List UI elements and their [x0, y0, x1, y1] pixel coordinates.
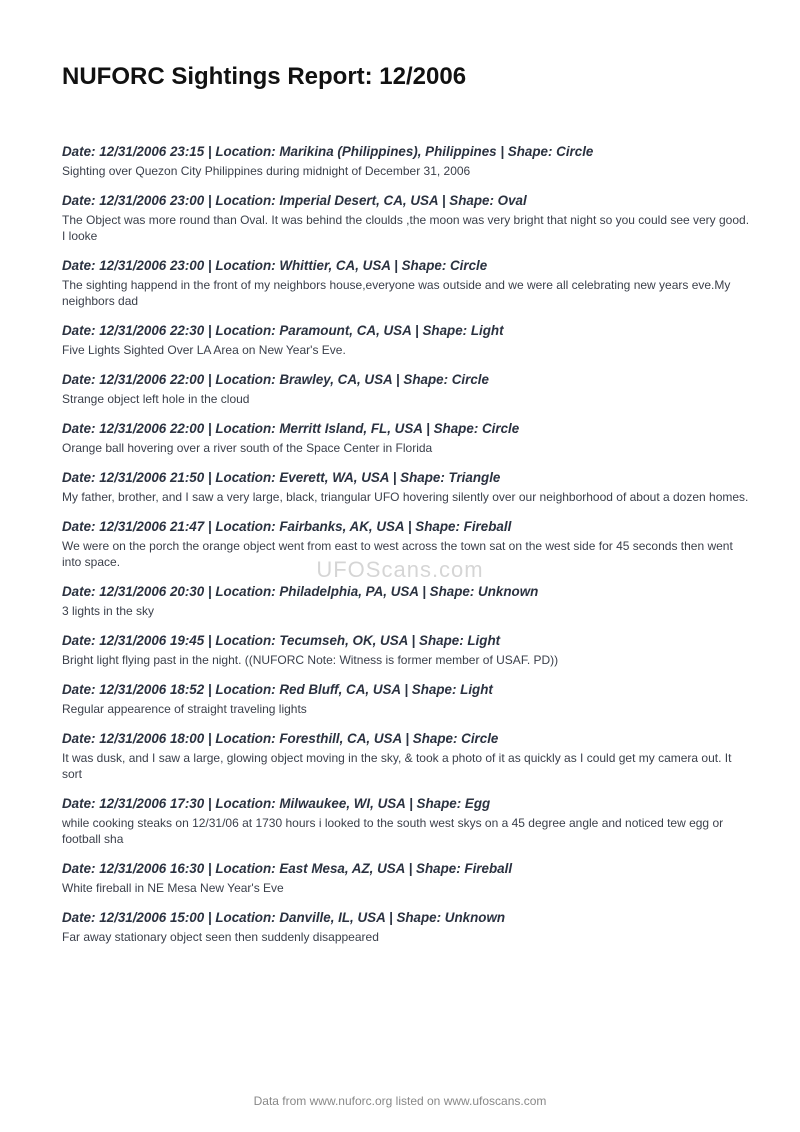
sighting-header: Date: 12/31/2006 22:00 | Location: Merritt Island, FL, USA | Shape: Circle	[62, 421, 520, 436]
sighting-description: Far away stationary object seen then suddenly disappeared	[62, 930, 379, 944]
sighting-entry	[62, 322, 752, 358]
sighting-header: Date: 12/31/2006 23:00 | Location: Whittier, CA, USA | Shape: Circle	[62, 258, 488, 273]
sighting-entry	[62, 583, 752, 619]
page-title: NUFORC Sightings Report: 12/2006	[62, 63, 467, 90]
sighting-entry	[62, 730, 752, 782]
sighting-description: while cooking steaks on 12/31/06 at 1730 hours i looked to the south west skys on a 45 degree angle and noticed tew egg or football sha	[62, 816, 724, 846]
sighting-description: Sighting over Quezon City Philippines during midnight of December 31, 2006	[62, 164, 471, 178]
sighting-entry	[62, 860, 752, 896]
sighting-entry	[62, 795, 752, 847]
sighting-entry	[62, 469, 752, 505]
sighting-entry	[62, 681, 752, 717]
sighting-header: Date: 12/31/2006 21:50 | Location: Everett, WA, USA | Shape: Triangle	[62, 470, 501, 485]
sighting-description: Regular appearence of straight traveling lights	[62, 702, 307, 716]
sightings-list	[62, 143, 752, 958]
sighting-entry	[62, 518, 752, 570]
sighting-entry	[62, 192, 752, 244]
sighting-description: 3 lights in the sky	[62, 604, 155, 618]
sighting-entry	[62, 909, 752, 945]
sighting-header: Date: 12/31/2006 22:00 | Location: Brawley, CA, USA | Shape: Circle	[62, 372, 489, 387]
sighting-header: Date: 12/31/2006 15:00 | Location: Danville, IL, USA | Shape: Unknown	[62, 910, 506, 925]
sighting-description: The sighting happend in the front of my neighbors house,everyone was outside and we were all celebrating new years eve.My neighbors dad	[62, 278, 731, 308]
sighting-header: Date: 12/31/2006 18:52 | Location: Red Bluff, CA, USA | Shape: Light	[62, 682, 493, 697]
sighting-header: Date: 12/31/2006 17:30 | Location: Milwaukee, WI, USA | Shape: Egg	[62, 796, 491, 811]
sighting-header: Date: 12/31/2006 22:30 | Location: Paramount, CA, USA | Shape: Light	[62, 323, 504, 338]
sighting-description: We were on the porch the orange object went from east to west across the town sat on the west side for 45 seconds then went into space.	[62, 539, 733, 569]
sighting-entry	[62, 420, 752, 456]
sighting-header: Date: 12/31/2006 23:00 | Location: Imperial Desert, CA, USA | Shape: Oval	[62, 193, 527, 208]
page-footer: Data from www.nuforc.org listed on www.ufoscans.com	[253, 1094, 547, 1108]
sighting-header: Date: 12/31/2006 23:15 | Location: Marikina (Philippines), Philippines | Shape: Circle	[62, 144, 594, 159]
sighting-header: Date: 12/31/2006 16:30 | Location: East Mesa, AZ, USA | Shape: Fireball	[62, 861, 513, 876]
sighting-header: Date: 12/31/2006 18:00 | Location: Foresthill, CA, USA | Shape: Circle	[62, 731, 499, 746]
sighting-description: White fireball in NE Mesa New Year's Eve	[62, 881, 284, 895]
watermark: UFOScans.com	[316, 557, 484, 582]
sighting-description: It was dusk, and I saw a large, glowing object moving in the sky, & took a photo of it as quickly as I could get my camera out. It sort	[62, 751, 732, 781]
sighting-description: Bright light flying past in the night. ((NUFORC Note: Witness is former member of USAF. PD))	[62, 653, 559, 667]
sighting-description: Orange ball hovering over a river south of the Space Center in Florida	[62, 441, 433, 455]
sighting-header: Date: 12/31/2006 19:45 | Location: Tecumseh, OK, USA | Shape: Light	[62, 633, 501, 648]
sighting-entry	[62, 143, 752, 179]
sighting-description: Strange object left hole in the cloud	[62, 392, 250, 406]
sighting-header: Date: 12/31/2006 21:47 | Location: Fairbanks, AK, USA | Shape: Fireball	[62, 519, 512, 534]
sighting-entry	[62, 371, 752, 407]
sighting-description: Five Lights Sighted Over LA Area on New Year's Eve.	[62, 343, 346, 357]
sighting-description: The Object was more round than Oval. It was behind the cloulds ,the moon was very bright that night so you could see very good. I looke	[62, 213, 750, 243]
sighting-entry	[62, 632, 752, 668]
sighting-description: My father, brother, and I saw a very large, black, triangular UFO hovering silently over our neighborhood of about a dozen homes.	[62, 490, 749, 504]
sighting-header: Date: 12/31/2006 20:30 | Location: Philadelphia, PA, USA | Shape: Unknown	[62, 584, 539, 599]
sighting-entry	[62, 257, 752, 309]
